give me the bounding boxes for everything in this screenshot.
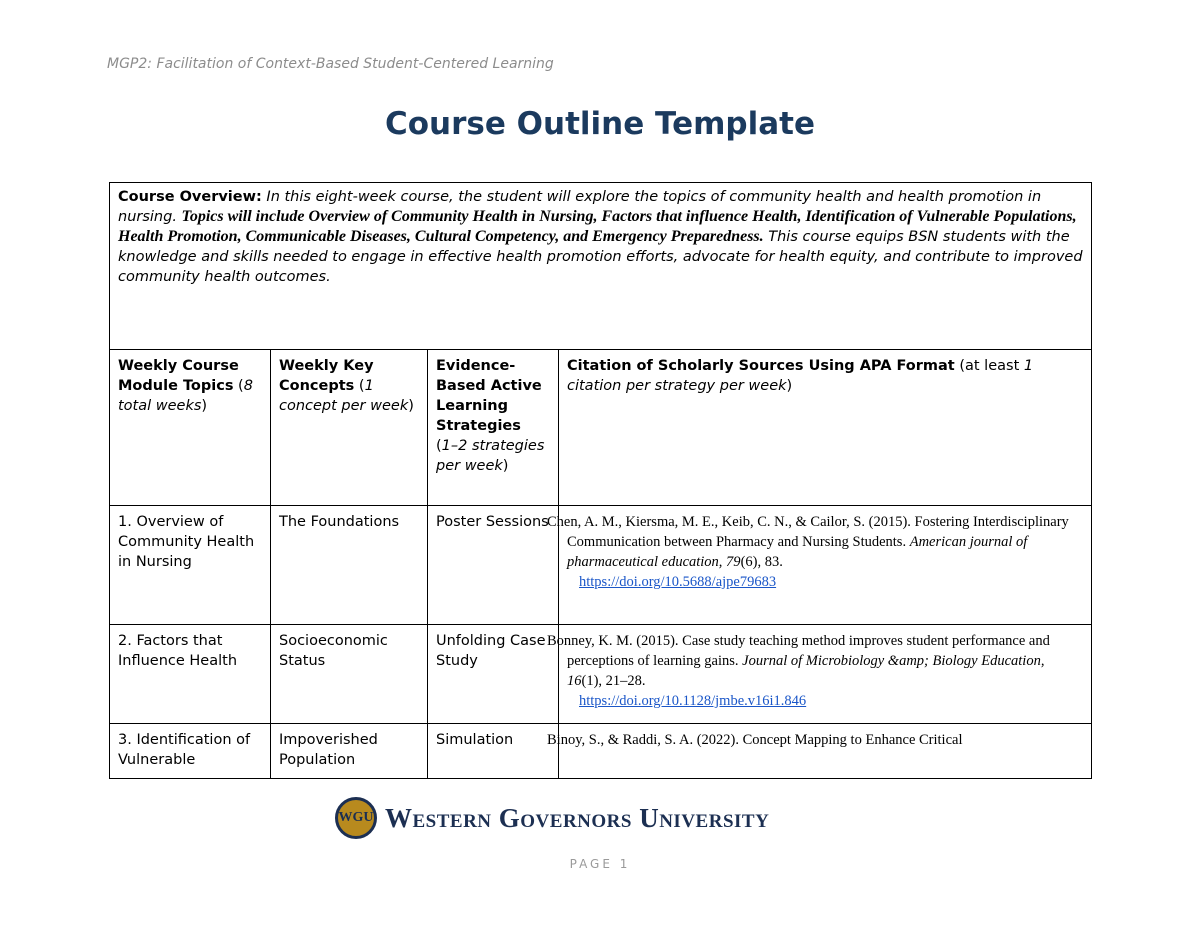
- citation-cell: [547, 724, 1092, 779]
- concept-cell: The Foundations: [271, 506, 428, 625]
- document-title: Course Outline Template: [385, 106, 815, 142]
- citation-doi-link[interactable]: https://doi.org/10.5688/ajpe79683: [579, 574, 777, 590]
- overview-topics: Topics will include Overview of Community Health in Nursing, Factors that influence Health, Identification of Vulnerable Populations, Health Promotion, Communicable Diseases, Cultural Competency, and Emergency Preparedness.: [118, 208, 1077, 245]
- citation-journal: American journal of pharmaceutical education, 79: [567, 534, 1028, 570]
- course-overview-cell: [110, 183, 1092, 350]
- header-concepts-bold: Weekly Key Concepts: [279, 358, 374, 394]
- wgu-logo: [335, 796, 769, 840]
- header-strategies-bold: Evidence-Based Active Learning Strategies: [436, 358, 542, 434]
- university-seal-icon: WGU: [335, 797, 377, 839]
- page-number: PAGE 1: [569, 857, 631, 871]
- header-cell-topics: Weekly Course Module Topics (8 total weeks): [110, 350, 271, 506]
- header-strategies-note: 1–2 strategies per week: [436, 438, 545, 474]
- topic-cell: 2. Factors that Influence Health: [110, 625, 271, 724]
- citation-cell: [547, 506, 1092, 625]
- header-topics-note: 8 total weeks: [118, 378, 253, 414]
- citation-text: Chen, A. M., Kiersma, M. E., Keib, C. N., & Cailor, S. (2015). Fostering Interdisciplinary Communication between Pharmacy and Nursing Students.: [547, 514, 1069, 550]
- strategy-cell: Simulation: [428, 724, 559, 779]
- university-name: Western Governors University: [385, 802, 770, 833]
- topic-cell: 3. Identification of Vulnerable: [110, 724, 271, 779]
- citation-journal: Journal of Microbiology &amp; Biology Education, 16: [567, 653, 1045, 689]
- overview-intro: In this eight-week course, the student will explore the topics of community health and health promotion in nursing.: [118, 189, 1042, 225]
- header-concepts-note: 1 concept per week: [279, 378, 409, 414]
- strategy-cell: Poster Sessions: [428, 506, 559, 625]
- concept-cell: Socioeconomic Status: [271, 625, 428, 724]
- header-cell-citations: [559, 350, 1092, 506]
- citation-tail: (1), 21–28.: [581, 673, 646, 689]
- citation-tail: (6), 83.: [740, 554, 783, 570]
- table-row: [110, 506, 1092, 625]
- header-cell-concepts: Weekly Key Concepts (1 concept per week): [271, 350, 428, 506]
- overview-closing: This course equips BSN students with the knowledge and skills needed to engage in effective health promotion efforts, advocate for health equity, and contribute to improved community health outcomes.: [118, 229, 1083, 285]
- concept-cell: Impoverished Population: [271, 724, 428, 779]
- table-row: [110, 724, 1092, 779]
- table-row: [110, 625, 1092, 724]
- strategy-cell: Unfolding Case Study: [428, 625, 559, 724]
- citation-text: Binoy, S., & Raddi, S. A. (2022). Concept Mapping to Enhance Critical: [547, 732, 963, 748]
- citation-doi-link[interactable]: https://doi.org/10.1128/jmbe.v16i1.846: [579, 693, 807, 709]
- citation-text: Bonney, K. M. (2015). Case study teaching method improves student performance and perceptions of learning gains.: [547, 633, 1050, 669]
- header-citations-bold: Citation of Scholarly Sources Using APA Format: [567, 358, 955, 374]
- header-cell-strategies: Evidence-Based Active Learning Strategies (1–2 strategies per week): [428, 350, 559, 506]
- header-citations-note: 1 citation per strategy per week: [567, 358, 1034, 394]
- table-header-row: [110, 350, 1092, 506]
- header-citations-open: (at least: [959, 358, 1024, 374]
- topic-cell: 1. Overview of Community Health in Nursing: [110, 506, 271, 625]
- overview-row: [110, 183, 1092, 350]
- course-outline-table: [109, 182, 1092, 779]
- document-header-note: MGP2: Facilitation of Context-Based Student-Centered Learning: [107, 56, 554, 72]
- header-topics-bold: Weekly Course Module Topics: [118, 358, 239, 394]
- overview-label: Course Overview:: [118, 189, 262, 205]
- citation-cell: [547, 625, 1092, 724]
- header-citations-close: ): [786, 378, 793, 394]
